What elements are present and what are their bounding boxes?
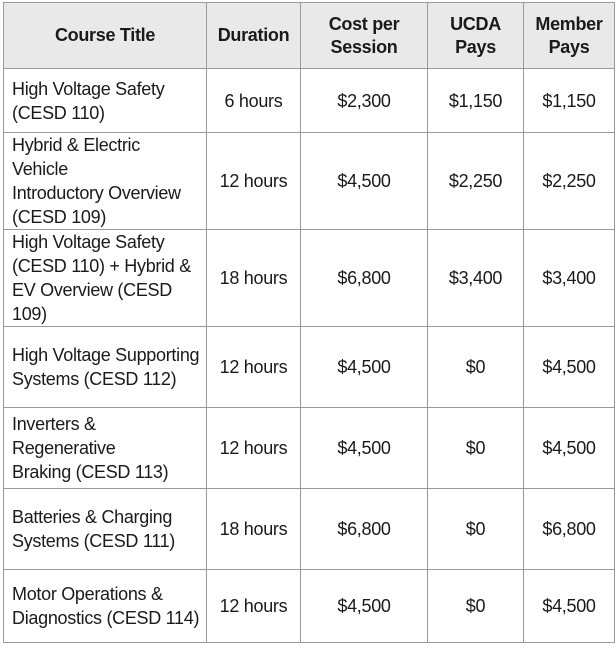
course-title-line: Motor Operations & xyxy=(12,584,163,604)
header-member-line2: Pays xyxy=(548,36,590,57)
course-title-cell xyxy=(4,69,207,133)
cost-cell: $2,300 xyxy=(301,69,428,133)
duration-cell: 12 hours xyxy=(207,570,301,643)
cost-cell: $6,800 xyxy=(301,230,428,327)
header-ucda-line1: UCDA xyxy=(450,13,501,34)
table-body xyxy=(4,69,615,643)
course-cost-table xyxy=(3,2,615,643)
member-pays-cell: $1,150 xyxy=(524,69,615,133)
course-title-line: (CESD 110) + Hybrid & xyxy=(12,256,191,276)
ucda-pays-cell: $0 xyxy=(428,408,524,489)
table-row xyxy=(4,69,615,133)
table-row xyxy=(4,570,615,643)
header-cost-line1: Cost per xyxy=(328,13,400,34)
cost-cell: $6,800 xyxy=(301,489,428,570)
member-pays-cell: $4,500 xyxy=(524,327,615,408)
duration-cell: 18 hours xyxy=(207,230,301,327)
duration-cell: 12 hours xyxy=(207,133,301,230)
member-pays-cell: $4,500 xyxy=(524,408,615,489)
ucda-pays-cell: $3,400 xyxy=(428,230,524,327)
table-row xyxy=(4,408,615,489)
table-header xyxy=(4,3,615,69)
course-title-cell xyxy=(4,133,207,230)
member-pays-cell: $6,800 xyxy=(524,489,615,570)
course-title-line: (CESD 109) xyxy=(12,207,107,227)
header-ucda-line2: Pays xyxy=(455,36,496,57)
table-row xyxy=(4,327,615,408)
header-cost-line2: Session xyxy=(330,36,398,57)
course-title-cell xyxy=(4,327,207,408)
table-row xyxy=(4,230,615,327)
course-title-line: Inverters & Regenerative xyxy=(12,414,116,458)
table-row xyxy=(4,133,615,230)
header-member-pays xyxy=(524,3,615,69)
course-title-line: Systems (CESD 111) xyxy=(12,531,175,551)
header-row xyxy=(4,3,615,69)
member-pays-cell: $2,250 xyxy=(524,133,615,230)
ucda-pays-cell: $0 xyxy=(428,570,524,643)
member-pays-cell: $4,500 xyxy=(524,570,615,643)
course-title-line: Systems (CESD 112) xyxy=(12,369,177,389)
course-title-cell xyxy=(4,408,207,489)
header-course-title xyxy=(4,3,207,69)
course-title-line: High Voltage Safety xyxy=(12,78,165,99)
course-title-cell xyxy=(4,570,207,643)
course-title-cell xyxy=(4,489,207,570)
cost-cell: $4,500 xyxy=(301,327,428,408)
cost-cell: $4,500 xyxy=(301,408,428,489)
ucda-pays-cell: $0 xyxy=(428,489,524,570)
table-row xyxy=(4,489,615,570)
member-pays-cell: $3,400 xyxy=(524,230,615,327)
cost-cell: $4,500 xyxy=(301,570,428,643)
ucda-pays-cell: $2,250 xyxy=(428,133,524,230)
course-title-line: High Voltage Supporting xyxy=(12,345,200,365)
course-title-line: Batteries & Charging xyxy=(12,507,173,527)
duration-cell: 12 hours xyxy=(207,408,301,489)
course-title-line: EV Overview (CESD 109) xyxy=(12,280,172,324)
course-title-line: Introductory Overview xyxy=(12,183,181,203)
header-duration-text: Duration xyxy=(217,25,290,45)
header-cost-per-session xyxy=(301,3,428,69)
header-course-title-text: Course Title xyxy=(54,25,156,45)
course-title-line: Hybrid & Electric Vehicle xyxy=(12,135,140,179)
header-duration xyxy=(207,3,301,69)
cost-cell: $4,500 xyxy=(301,133,428,230)
course-title-cell xyxy=(4,230,207,327)
header-member-line1: Member xyxy=(535,13,603,34)
course-title-line: Braking (CESD 113) xyxy=(12,462,169,482)
course-title-line: High Voltage Safety xyxy=(12,232,165,252)
duration-cell: 18 hours xyxy=(207,489,301,570)
ucda-pays-cell: $1,150 xyxy=(428,69,524,133)
duration-cell: 6 hours xyxy=(207,69,301,133)
ucda-pays-cell: $0 xyxy=(428,327,524,408)
course-title-line: Diagnostics (CESD 114) xyxy=(12,608,200,628)
duration-cell: 12 hours xyxy=(207,327,301,408)
course-title-line: (CESD 110) xyxy=(12,102,105,123)
header-ucda-pays xyxy=(428,3,524,69)
